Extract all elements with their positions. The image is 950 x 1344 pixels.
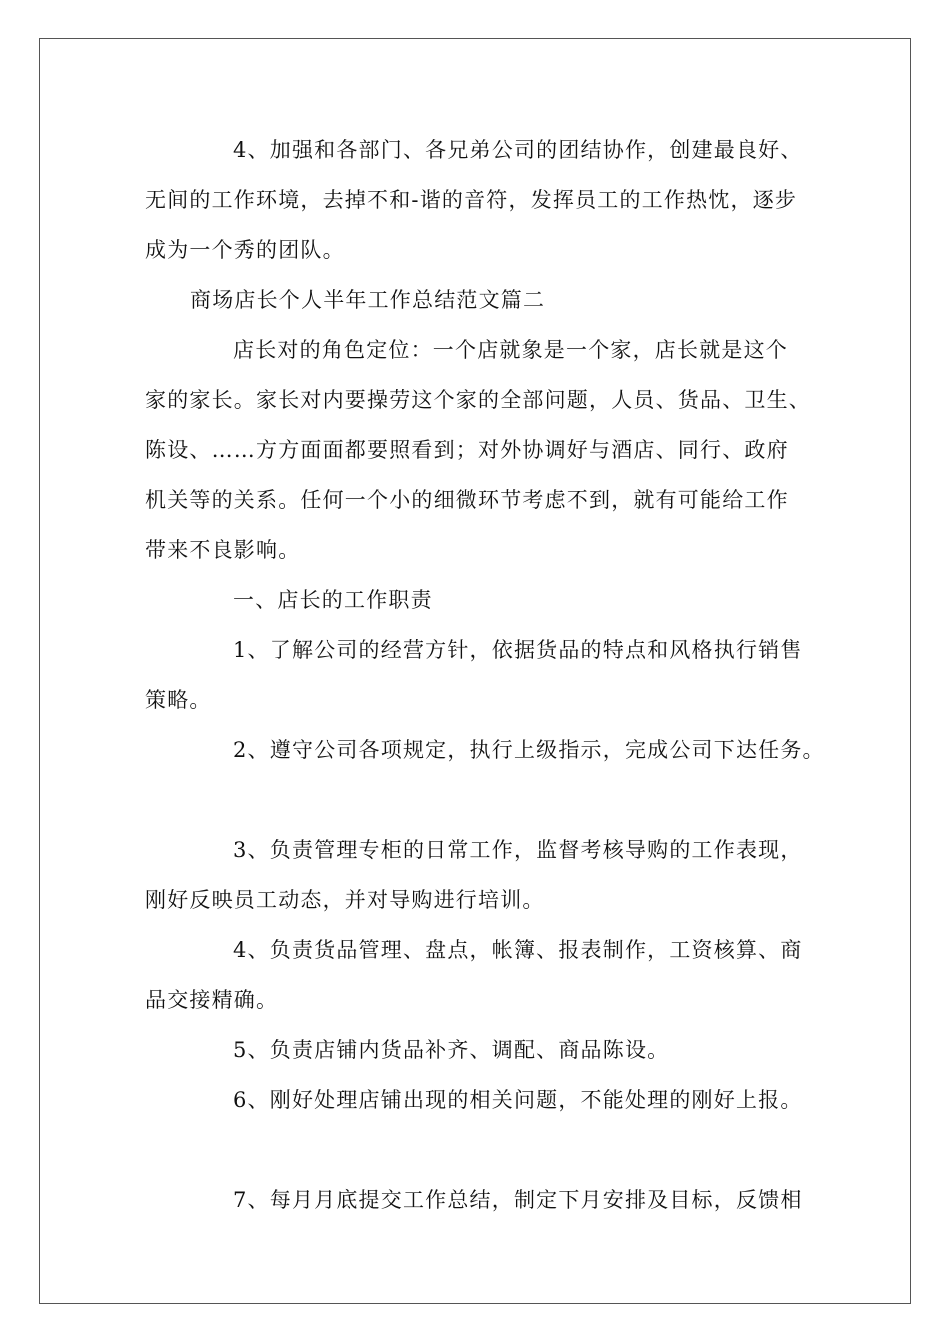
- list-item: 4、负责货品管理、盘点，帐簿、报表制作，工资核算、商: [233, 938, 803, 962]
- section-title: 商场店长个人半年工作总结范文篇二: [190, 288, 546, 312]
- paragraph-line: 机关等的关系。任何一个小的细微环节考虑不到，就有可能给工作: [145, 488, 789, 512]
- list-item: 7、每月月底提交工作总结，制定下月安排及目标，反馈相: [233, 1188, 803, 1212]
- paragraph-line: 陈设、……方方面面都要照看到；对外协调好与酒店、同行、政府: [145, 438, 789, 462]
- paragraph-line: 无间的工作环境，去掉不和-谐的音符，发挥员工的工作热忱，逐步: [145, 188, 798, 212]
- paragraph-line: 成为一个秀的团队。: [145, 238, 345, 262]
- subsection-heading: 一、店长的工作职责: [233, 588, 433, 612]
- paragraph-line: 4、加强和各部门、各兄弟公司的团结协作，创建最良好、: [233, 138, 803, 162]
- list-item: 6、刚好处理店铺出现的相关问题，不能处理的刚好上报。: [233, 1088, 803, 1112]
- list-item-continuation: 策略。: [145, 688, 212, 712]
- paragraph-line: 带来不良影响。: [145, 538, 301, 562]
- list-item-continuation: 刚好反映员工动态，并对导购进行培训。: [145, 888, 545, 912]
- list-item: 3、负责管理专柜的日常工作，监督考核导购的工作表现，: [233, 838, 803, 862]
- list-item-continuation: 品交接精确。: [145, 988, 279, 1012]
- list-item: 2、遵守公司各项规定，执行上级指示，完成公司下达任务。: [233, 738, 825, 762]
- paragraph-line: 店长对的角色定位：一个店就象是一个家，店长就是这个: [233, 338, 788, 362]
- paragraph-line: 家的家长。家长对内要操劳这个家的全部问题，人员、货品、卫生、: [145, 388, 811, 412]
- list-item: 1、了解公司的经营方针，依据货品的特点和风格执行销售: [233, 638, 803, 662]
- list-item: 5、负责店铺内货品补齐、调配、商品陈设。: [233, 1038, 670, 1062]
